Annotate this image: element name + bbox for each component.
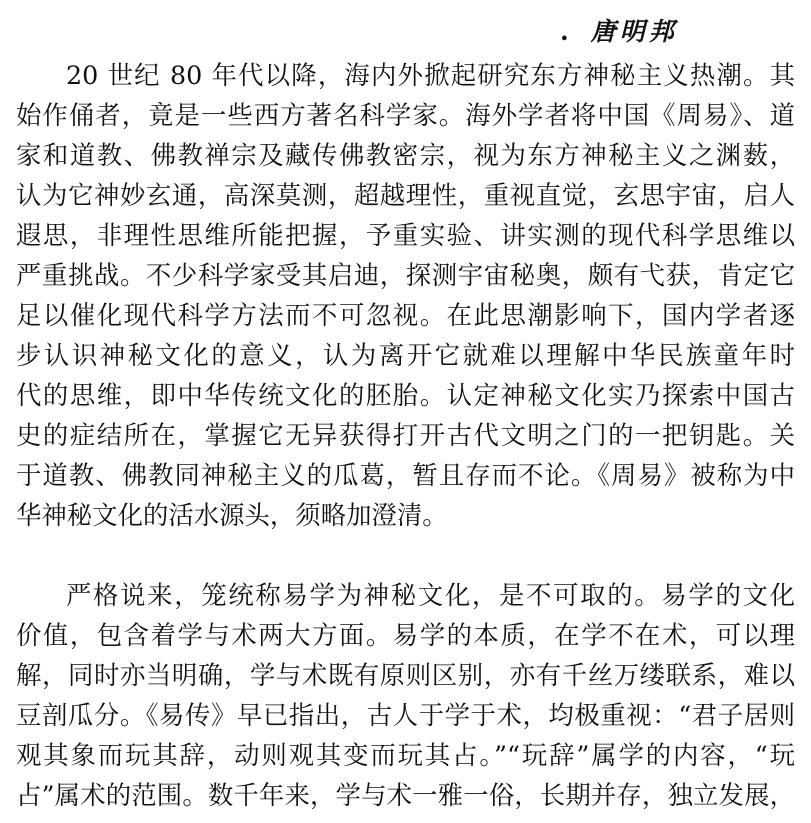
text-line: 家和道教、佛教禅宗及藏传佛教密宗，视为东方神秘主义之渊薮， — [16, 140, 795, 170]
text-line: 遐思，非理性思维所能把握，予重实验、讲实测的现代科学思维以 — [16, 220, 795, 250]
paragraph-2 — [0, 575, 811, 815]
text-line: 严重挑战。不少科学家受其启迪，探测宇宙秘奥，颇有弋获，肯定它 — [16, 260, 795, 290]
author-bullet: . — [560, 17, 569, 46]
text-line: 严格说来，笼统称易学为神秘文化，是不可取的。易学的文化 — [66, 580, 795, 610]
text-line: 认为它神妙玄通，高深莫测，超越理性，重视直觉，玄思宇宙，启人 — [16, 180, 795, 210]
text-line: 观其象而玩其辞，动则观其变而玩其占。”“玩辞”属学的内容，“玩 — [16, 740, 795, 770]
author-byline — [560, 12, 800, 52]
text-line: 步认识神秘文化的意义，认为离开它就难以理解中华民族童年时 — [16, 340, 795, 370]
author-name: 唐明邦 — [590, 17, 678, 46]
text-line: 价值，包含着学与术两大方面。易学的本质，在学不在术，可以理 — [16, 620, 795, 650]
text-line: 豆剖瓜分。《易传》早已指出，古人于学于术，均极重视：“君子居则 — [16, 700, 795, 730]
text-line: 史的症结所在，掌握它无异获得打开古代文明之门的一把钥匙。关 — [16, 420, 795, 450]
text-line: 于道教、佛教同神秘主义的瓜葛，暂且存而不论。《周易》被称为中 — [16, 460, 795, 490]
text-line: 占”属术的范围。数千年来，学与术一雅一俗，长期并存，独立发展， — [16, 780, 795, 810]
text-line: 20 世纪 80 年代以降，海内外掀起研究东方神秘主义热潮。其 — [66, 60, 795, 90]
text-line: 华神秘文化的活水源头，须略加澄清。 — [16, 500, 448, 530]
text-line: 解，同时亦当明确，学与术既有原则区别，亦有千丝万缕联系，难以 — [16, 660, 795, 690]
text-line: 足以催化现代科学方法而不可忽视。在此思潮影响下，国内学者逐 — [16, 300, 795, 330]
paragraph-1 — [0, 55, 811, 535]
text-line: 始作俑者，竟是一些西方著名科学家。海外学者将中国《周易》、道 — [16, 100, 795, 130]
text-line: 代的思维，即中华传统文化的胚胎。认定神秘文化实乃探索中国古 — [16, 380, 795, 410]
